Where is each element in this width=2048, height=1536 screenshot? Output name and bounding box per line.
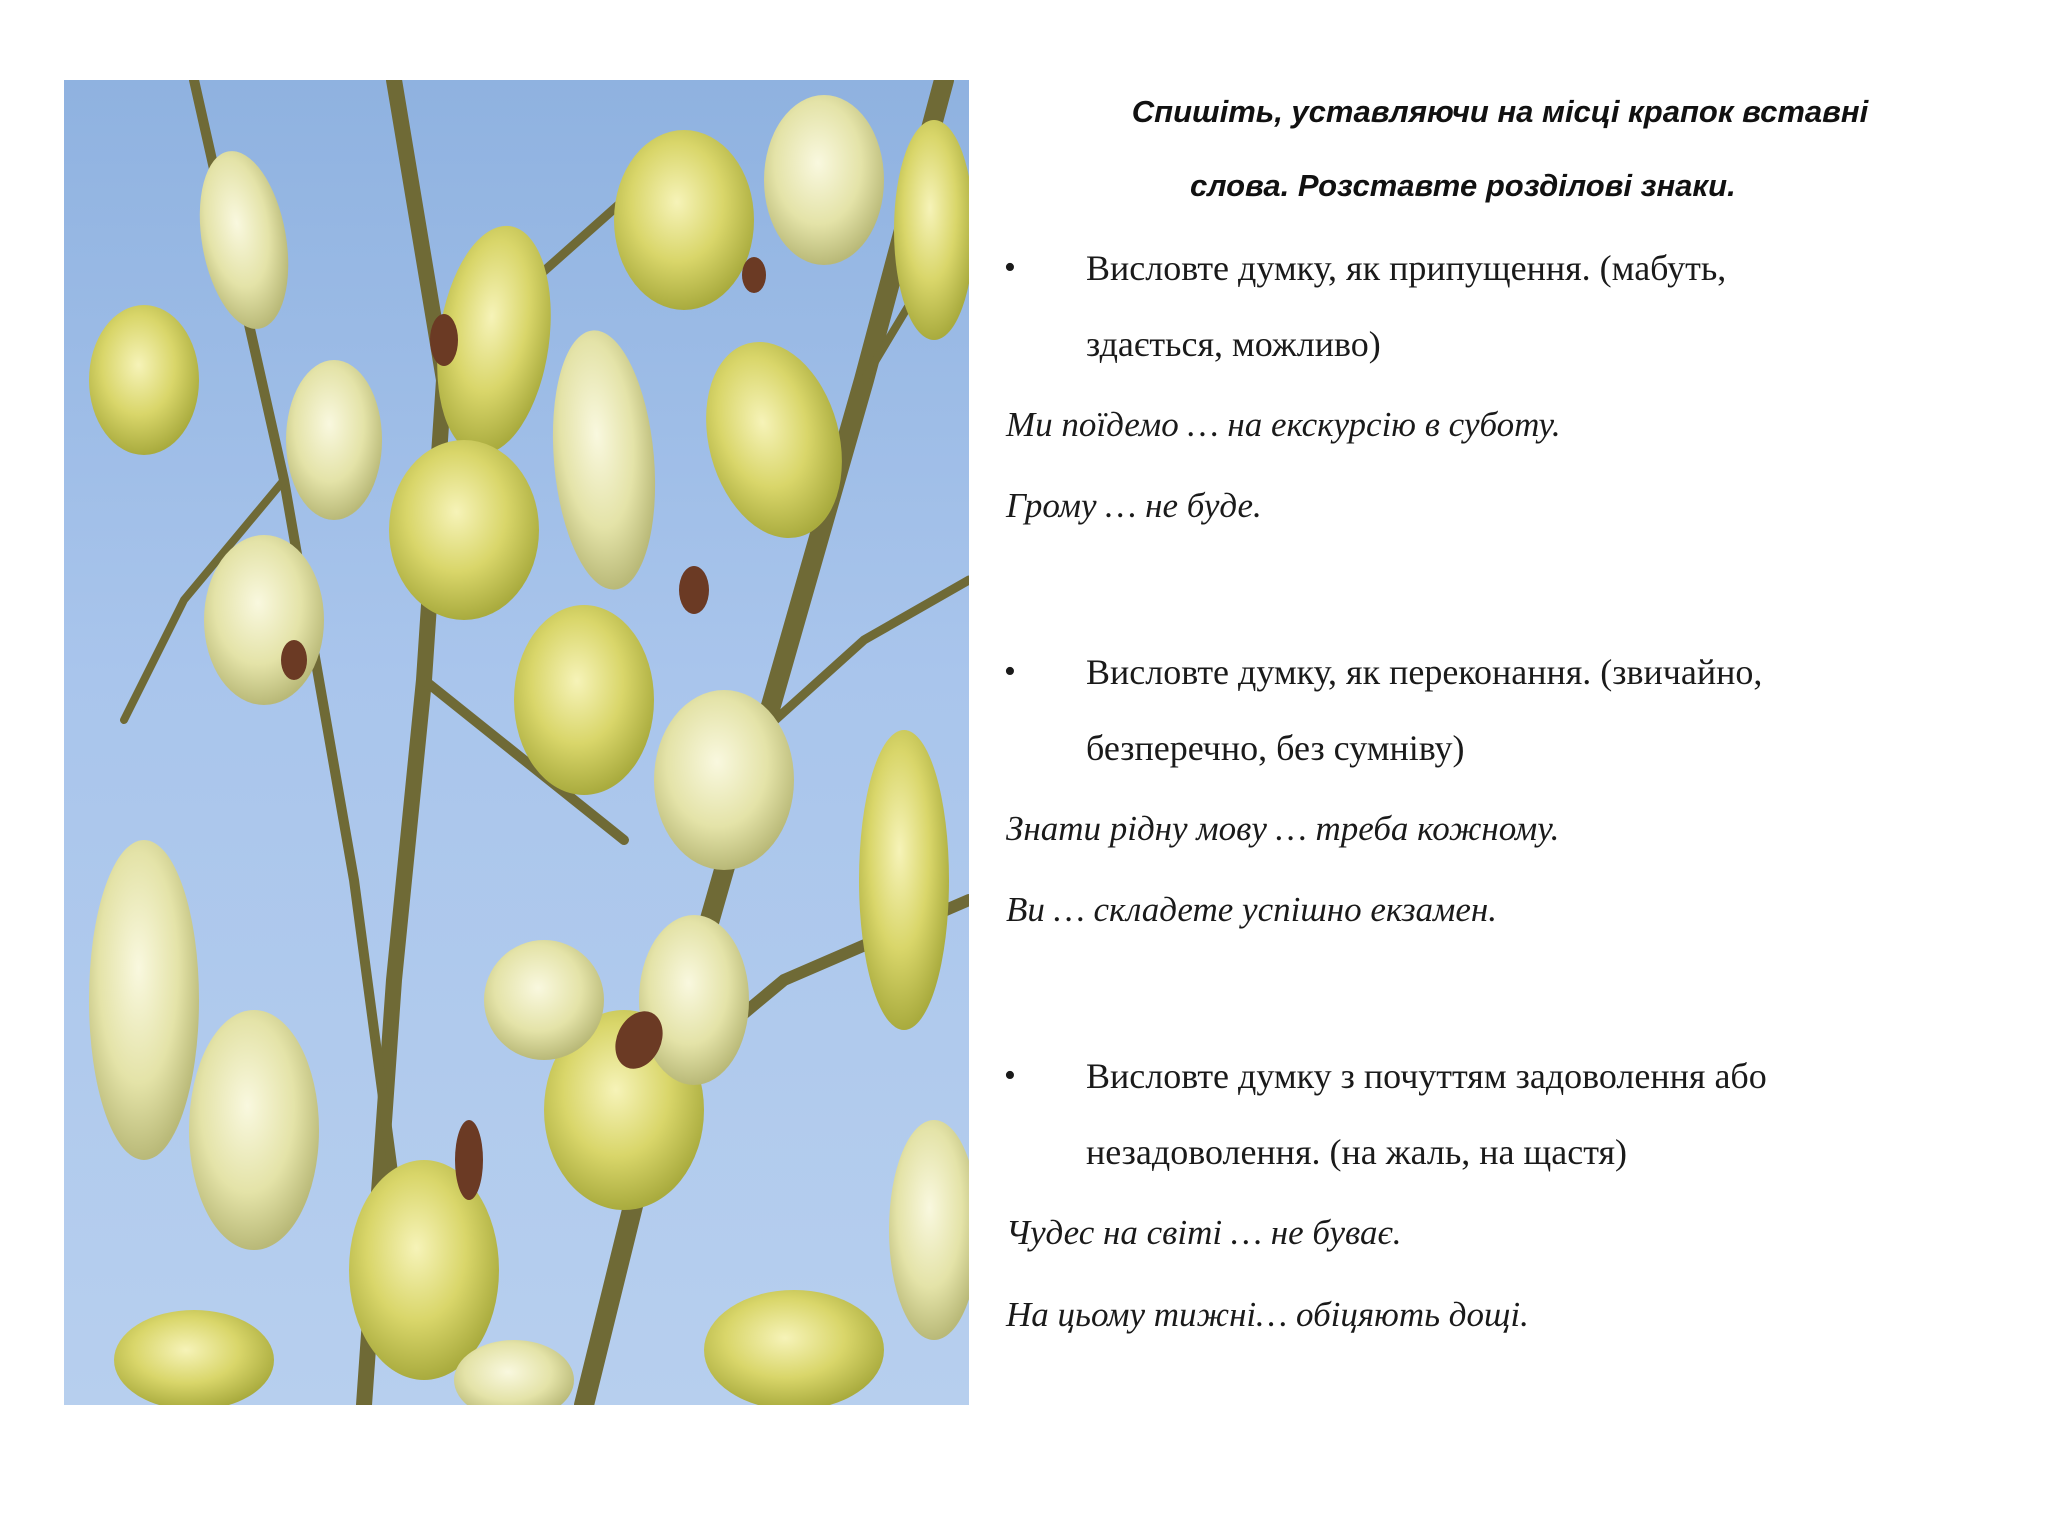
task-2-example-1: Знати рідну мову … треба кожному. [1006, 809, 1560, 848]
task-2-example-2: Ви … складете успішно екзамен. [1006, 890, 1497, 929]
instruction-heading-line-1: Спишіть, уставляючи на місці крапок вставні [1131, 94, 1869, 129]
task-3-example-1: Чудес на світі … не буває. [1006, 1213, 1402, 1252]
task-3-example-2: На цьому тижні… обіцяють дощі. [1006, 1295, 1529, 1334]
task-1-instruction-line-1: Висловте думку, як припущення. (мабуть, [1086, 248, 1727, 288]
task-3-instruction-line-2: незадоволення. (на жаль, на щастя) [1086, 1132, 1628, 1172]
instruction-heading-line-2: слова. Розставте розділові знаки. [1190, 168, 1736, 203]
task-2-instruction-line-1: Висловте думку, як переконання. (звичайно, [1086, 652, 1763, 692]
task-3-instruction-line-1: Висловте думку з почуттям задоволення або [1086, 1056, 1767, 1096]
pussy-willow-photo [64, 80, 969, 1405]
task-1-example-2: Грому … не буде. [1006, 486, 1262, 525]
bullet-1: • [1004, 249, 1016, 286]
task-2-instruction-line-2: безперечно, без сумніву) [1086, 728, 1465, 768]
task-1-example-1: Ми поїдемо … на екскурсію в суботу. [1006, 405, 1561, 444]
bullet-3: • [1004, 1057, 1016, 1094]
bullet-2: • [1004, 653, 1016, 690]
task-1-instruction-line-2: здається, можливо) [1086, 324, 1381, 364]
pussy-willow-illustration [64, 80, 969, 1405]
